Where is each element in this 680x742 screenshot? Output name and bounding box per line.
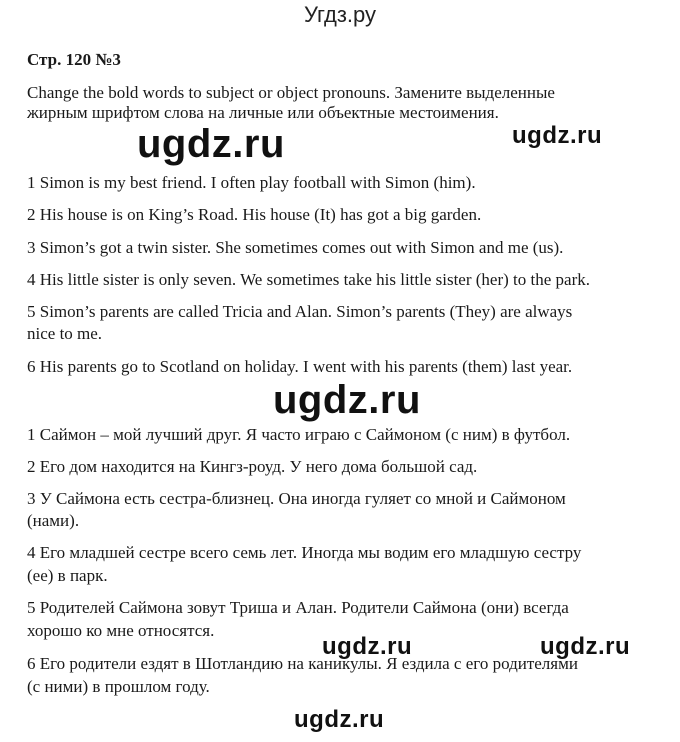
russian-sentence-4: 4 Его младшей сестре всего семь лет. Иногда мы водим его младшую сестру: [27, 543, 582, 562]
english-sentence-6: 6 His parents go to Scotland on holiday. I went with his parents (them) last year.: [27, 357, 573, 376]
instruction-line-2: жирным шрифтом слова на личные или объектные местоимения.: [27, 103, 499, 122]
russian-sentence-1: 1 Саймон – мой лучший друг. Я часто играю с Саймоном (с ним) в футбол.: [27, 425, 571, 444]
russian-sentence-3: 3 У Саймона есть сестра-близнец. Она иногда гуляет со мной и Саймоном: [27, 489, 566, 508]
watermark: ugdz.ru: [137, 122, 285, 166]
russian-sentence-4-cont: (ее) в парк.: [27, 566, 108, 585]
english-sentence-4: 4 His little sister is only seven. We sometimes take his little sister (her) to the park.: [27, 270, 590, 289]
english-sentence-5: 5 Simon’s parents are called Tricia and Alan. Simon’s parents (They) are always: [27, 302, 573, 321]
watermark: ugdz.ru: [294, 706, 385, 733]
russian-sentence-6-cont: (с ними) в прошлом году.: [27, 677, 210, 696]
watermark: ugdz.ru: [273, 378, 421, 422]
watermark: ugdz.ru: [322, 633, 413, 660]
russian-sentence-5-cont: хорошо ко мне относятся.: [27, 621, 215, 640]
english-sentence-1: 1 Simon is my best friend. I often play football with Simon (him).: [27, 173, 476, 192]
page-heading: Стр. 120 №3: [27, 50, 121, 69]
site-title: Угдз.ру: [303, 2, 377, 27]
russian-sentence-2: 2 Его дом находится на Кингз-роуд. У него дома большой сад.: [27, 457, 478, 476]
russian-sentence-5: 5 Родителей Саймона зовут Триша и Алан. Родители Саймона (они) всегда: [27, 598, 569, 617]
watermark: ugdz.ru: [512, 122, 603, 149]
instruction-line-1: Change the bold words to subject or object pronouns. Замените выделенные: [27, 83, 555, 102]
english-sentence-5-cont: nice to me.: [27, 324, 103, 343]
watermark: ugdz.ru: [540, 633, 631, 660]
russian-sentence-3-cont: (нами).: [27, 511, 80, 530]
russian-sentence-6: 6 Его родители ездят в Шотландию на каникулы. Я ездила с его родителями: [27, 654, 578, 673]
english-sentence-2: 2 His house is on King’s Road. His house (It) has got a big garden.: [27, 205, 482, 224]
english-sentence-3: 3 Simon’s got a twin sister. She sometimes comes out with Simon and me (us).: [27, 238, 564, 257]
